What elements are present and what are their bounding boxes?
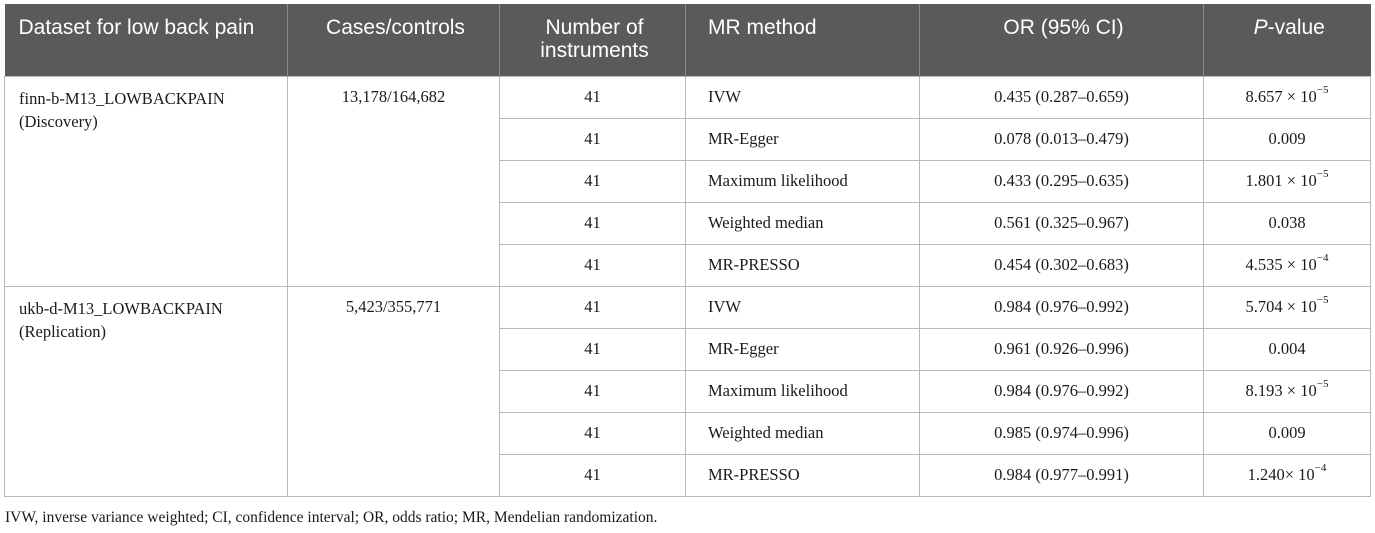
table-row [5,286,1371,328]
or-ci-cell: 0.984 (0.976–0.992) [920,370,1204,412]
instruments-cell: 41 [500,328,686,370]
instruments-cell: 41 [500,454,686,496]
or-ci-cell: 0.984 (0.977–0.991) [920,454,1204,496]
instruments-cell: 41 [500,202,686,244]
p-mantissa: 0.038 [1268,213,1306,232]
instruments-cell: 41 [500,76,686,118]
p-exponent: −5 [1316,294,1329,306]
header-p-italic: P [1253,16,1268,39]
or-ci-cell: 0.078 (0.013–0.479) [920,118,1204,160]
instruments-cell: 41 [500,412,686,454]
table-footnote: IVW, inverse variance weighted; CI, confidence interval; OR, odds ratio; MR, Mendelian randomization. [5,509,658,526]
method-cell: IVW [686,286,920,328]
p-mantissa: 8.657 [1245,87,1283,106]
header-dataset: Dataset for low back pain [5,4,288,76]
p-times-ten: × 10 [1282,297,1317,316]
p-value-cell [1204,370,1371,412]
p-mantissa: 0.004 [1268,339,1306,358]
p-mantissa: 0.009 [1268,423,1306,442]
p-times-ten: × 10 [1282,381,1317,400]
p-mantissa: 0.009 [1268,129,1306,148]
p-times-ten: × 10 [1282,87,1317,106]
p-value-cell [1204,244,1371,286]
dataset-cell [5,286,288,496]
instruments-cell: 41 [500,160,686,202]
header-method: MR method [686,4,920,76]
p-value-cell [1204,454,1371,496]
method-cell: MR-Egger [686,328,920,370]
p-value-cell [1204,412,1371,454]
p-value-cell [1204,328,1371,370]
method-cell: MR-PRESSO [686,244,920,286]
p-exponent: −5 [1316,84,1329,96]
method-cell: Weighted median [686,412,920,454]
or-ci-cell: 0.985 (0.974–0.996) [920,412,1204,454]
or-ci-cell: 0.961 (0.926–0.996) [920,328,1204,370]
p-mantissa: 4.535 [1245,255,1283,274]
method-cell: Maximum likelihood [686,370,920,412]
or-ci-cell: 0.454 (0.302–0.683) [920,244,1204,286]
dataset-name: finn-b-M13_LOWBACKPAIN [19,88,225,108]
p-exponent: −5 [1316,168,1329,180]
or-ci-cell: 0.984 (0.976–0.992) [920,286,1204,328]
method-cell: Maximum likelihood [686,160,920,202]
p-times-ten: × 10 [1282,255,1317,274]
table-body [5,76,1371,496]
cases-controls-cell: 5,423/355,771 [288,286,500,496]
method-cell: IVW [686,76,920,118]
header-row [5,4,1371,76]
p-value-cell [1204,286,1371,328]
header-p-suffix: -value [1267,16,1325,39]
p-value-cell [1204,76,1371,118]
p-value-cell [1204,118,1371,160]
p-times-ten: × 10 [1282,171,1317,190]
or-ci-cell: 0.561 (0.325–0.967) [920,202,1204,244]
dataset-role: (Replication) [19,321,107,341]
method-cell: Weighted median [686,202,920,244]
cases-controls-cell: 13,178/164,682 [288,76,500,286]
header-or-ci: OR (95% CI) [920,4,1204,76]
p-exponent: −4 [1314,462,1327,474]
or-ci-cell: 0.433 (0.295–0.635) [920,160,1204,202]
method-cell: MR-PRESSO [686,454,920,496]
p-mantissa: 5.704 [1245,297,1283,316]
or-ci-cell: 0.435 (0.287–0.659) [920,76,1204,118]
dataset-role: (Discovery) [19,111,98,131]
mr-results-table [4,4,1371,497]
table-row [5,76,1371,118]
p-value-cell [1204,160,1371,202]
dataset-cell [5,76,288,286]
header-instruments: Number of instruments [500,4,686,76]
header-cases-controls: Cases/controls [288,4,500,76]
p-exponent: −5 [1316,378,1329,390]
header-p-value [1204,4,1371,76]
p-mantissa: 1.801 [1245,171,1283,190]
instruments-cell: 41 [500,370,686,412]
dataset-name: ukb-d-M13_LOWBACKPAIN [19,298,223,318]
p-value-cell [1204,202,1371,244]
p-mantissa: 1.240 [1247,465,1285,484]
instruments-cell: 41 [500,118,686,160]
method-cell: MR-Egger [686,118,920,160]
instruments-cell: 41 [500,244,686,286]
p-mantissa: 8.193 [1245,381,1283,400]
p-times-ten: × 10 [1284,465,1315,484]
p-exponent: −4 [1316,252,1329,264]
instruments-cell: 41 [500,286,686,328]
